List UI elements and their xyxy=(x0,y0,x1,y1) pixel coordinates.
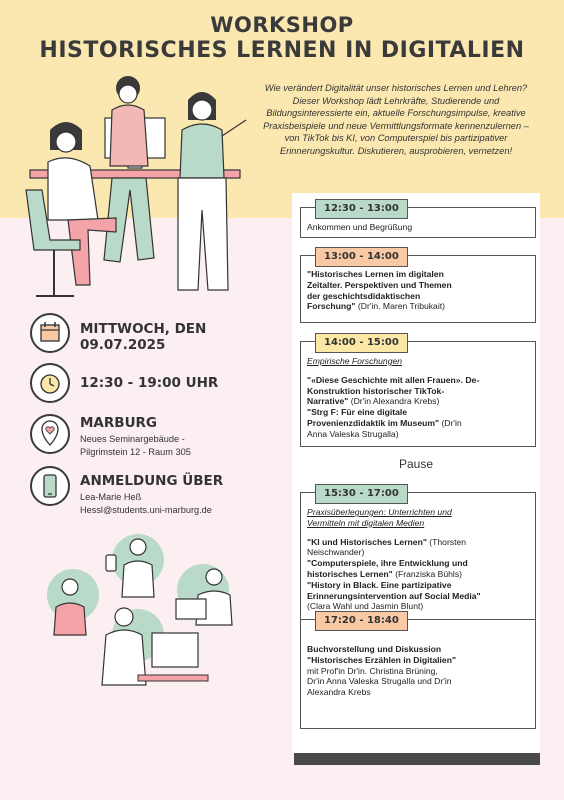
time-text: 12:30 - 19:00 UHR xyxy=(80,375,219,391)
program-slot-1 xyxy=(300,203,536,238)
date-line2: 09.07.2025 xyxy=(80,337,166,353)
venue-line2: Pilgrimstein 12 - Raum 305 xyxy=(80,446,191,457)
program-slot-3 xyxy=(300,337,536,447)
location-pin-icon xyxy=(30,414,70,454)
slot-text: Empirische Forschungen "«Diese Geschichte mit allen Frauen». De- Konstruktion historischer TikTok- Narrative" (Dr'in Alexandra Krebs) "Strg F: Für eine digitale Provenienzdidaktik im Museum" (Dr'in Anna Valeska Strugalla) xyxy=(307,356,480,439)
slot-text: Buchvorstellung und Diskussion "Historisches Erzählen in Digitalien" mit Prof'in Dr'in. Christina Brüning, Dr'in Anna Valeska Strugalla und Dr'in Alexandra Krebs xyxy=(307,644,457,698)
intro-text: Wie verändert Digitalität unser historisches Lernen und Lehren? Dieser Workshop lädt Lehrkräfte, Studierende und Bildungsinteressierte ein, aktuelle Forschungsimpulse, kreative Praxisbeispiele und neue Vermittlungsformate kennenzulernen – von TikTok bis KI, von Computerspiel bis partizipativer Erinnerungskultur. Diskutieren, ausprobieren, vernetzen! xyxy=(263,83,529,156)
team-illustration xyxy=(20,70,260,305)
slot-time: 14:00 - 15:00 xyxy=(315,333,408,353)
place-text: MARBURG xyxy=(80,415,158,431)
slot-text: "Historisches Lernen im digitalen Zeitalter. Perspektiven und Themen der geschichtsdidaktischen Forschung" (Dr'in. Maren Tribukait) xyxy=(307,269,452,312)
slot-time: 12:30 - 13:00 xyxy=(315,199,408,219)
register-heading: ANMELDUNG ÜBER xyxy=(80,473,224,489)
venue-line1: Neues Seminargebäude - xyxy=(80,434,185,444)
register-email[interactable]: Hessl@students.uni-marburg.de xyxy=(80,504,212,515)
pause-label: Pause xyxy=(398,457,434,471)
register-name: Lea-Marie Heß xyxy=(80,492,142,502)
section-heading: Praxisüberlegungen: Unterrichten und xyxy=(307,507,452,517)
alarm-clock-icon xyxy=(30,363,70,403)
page-title: WORKSHOP xyxy=(210,13,354,37)
slot-time: 13:00 - 14:00 xyxy=(315,247,408,267)
page-subtitle: HISTORISCHES LERNEN IN DIGITALIEN xyxy=(39,38,525,63)
slot-text: Ankommen und Begrüßung xyxy=(307,222,413,232)
calendar-icon xyxy=(30,313,70,353)
date-line1: MITTWOCH, DEN xyxy=(80,321,207,337)
program-slot-2 xyxy=(300,251,536,323)
section-heading: Empirische Forschungen xyxy=(307,356,403,366)
smartphone-icon xyxy=(30,466,70,506)
slot-text: Praxisüberlegungen: Unterrichten und Vermitteln mit digitalen Medien "KI und Historisches Lernen" (Thorsten Neischwander) "Computerspiele, ihre Entwicklung und historisches Lernen" (Franziska Bühls) "History in Black. Eine partizipative Erinnerungsintervention auf Social Media" (Clara Wahl und Jasmin Blunt) xyxy=(307,507,481,612)
program-slot-4 xyxy=(300,488,536,630)
program-card-shadow xyxy=(294,753,540,765)
program-slot-5 xyxy=(300,615,536,729)
video-call-illustration xyxy=(28,525,268,695)
slot-time: 17:20 - 18:40 xyxy=(315,611,408,631)
slot-time: 15:30 - 17:00 xyxy=(315,484,408,504)
